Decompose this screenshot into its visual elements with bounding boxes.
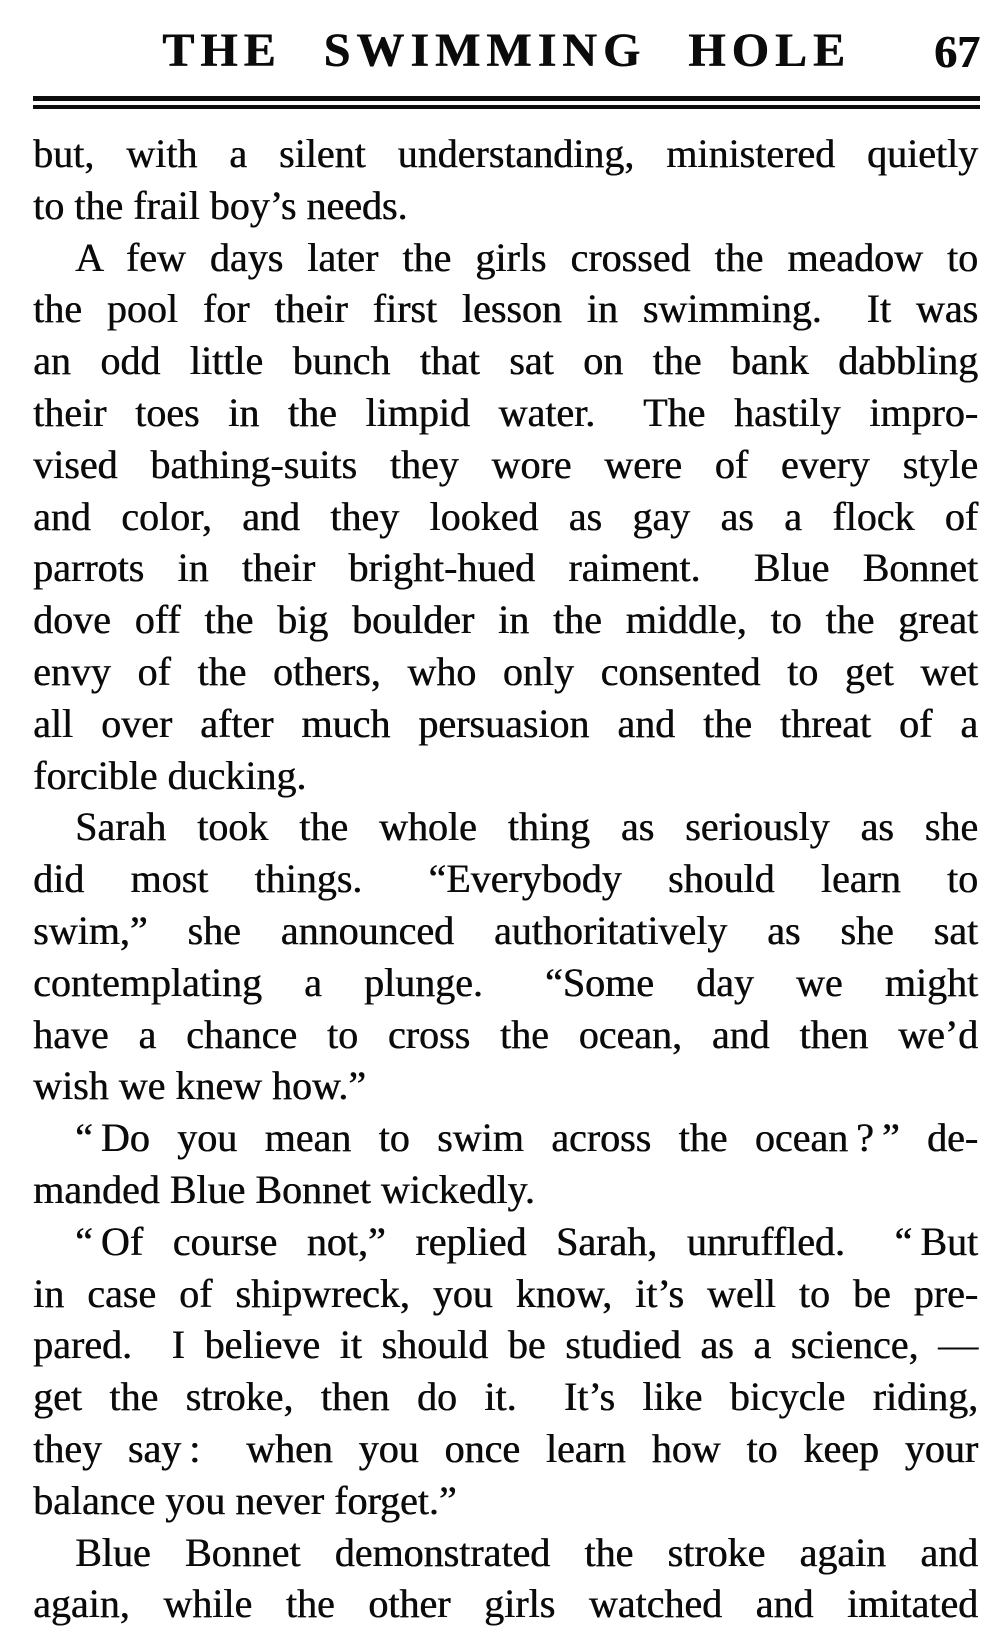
text-line: balance you never forget.” xyxy=(33,1477,457,1523)
text-line: in case of shipwreck, you know, it’s well to be pre- xyxy=(33,1270,978,1316)
page-number: 67 xyxy=(934,26,980,77)
text-line: parrots in their bright-hued raiment. Blue Bonnet xyxy=(33,545,978,591)
text-line: Blue Bonnet demonstrated the stroke again and xyxy=(75,1529,978,1575)
text-line: have a chance to cross the ocean, and then we’d xyxy=(33,1011,978,1057)
text-line: Sarah took the whole thing as seriously as she xyxy=(75,804,978,850)
text-line: envy of the others, who only consented to get wet xyxy=(33,648,978,694)
text-line: pared. I believe it should be studied as a science, — xyxy=(33,1322,978,1368)
text-line: they say : when you once learn how to keep your xyxy=(33,1425,978,1471)
text-line: and color, and they looked as gay as a flock of xyxy=(33,493,978,539)
paragraph xyxy=(33,128,978,232)
text-line: forcible ducking. xyxy=(33,752,307,798)
text-line: contemplating a plunge. “Some day we might xyxy=(33,959,978,1005)
text-line: swim,” she announced authoritatively as she sat xyxy=(33,907,978,953)
paragraph xyxy=(33,1112,978,1216)
page-body xyxy=(33,128,978,1630)
text-line: their toes in the limpid water. The hastily impro- xyxy=(33,389,978,435)
paragraph xyxy=(33,801,978,1112)
text-line: manded Blue Bonnet wickedly. xyxy=(33,1166,535,1212)
text-line: all over after much persuasion and the threat of a xyxy=(33,700,978,746)
page-title: THE SWIMMING HOLE xyxy=(162,24,851,77)
text-line: to the frail boy’s needs. xyxy=(33,182,408,228)
double-rule-top xyxy=(33,96,980,101)
text-line: an odd little bunch that sat on the bank dabbling xyxy=(33,338,978,384)
text-line: again, while the other girls watched and imitated xyxy=(33,1581,978,1627)
paragraph xyxy=(33,1527,978,1631)
text-line: wish we knew how.” xyxy=(33,1063,366,1109)
text-line: get the stroke, then do it. It’s like bicycle riding, xyxy=(33,1374,978,1420)
running-head xyxy=(33,26,980,82)
text-line: vised bathing-suits they wore were of every style xyxy=(33,441,978,487)
text-line: “ Do you mean to swim across the ocean ? ” de- xyxy=(75,1115,978,1161)
double-rule-bottom xyxy=(33,105,980,109)
text-line: did most things. “Everybody should learn to xyxy=(33,856,978,902)
text-line: A few days later the girls crossed the meadow to xyxy=(75,234,978,280)
text-line: “ Of course not,” replied Sarah, unruffled. “ But xyxy=(75,1218,978,1264)
text-line: but, with a silent understanding, ministered quietly xyxy=(33,131,978,176)
text-line: dove off the big boulder in the middle, to the great xyxy=(33,597,978,643)
paragraph xyxy=(33,1216,978,1527)
paragraph xyxy=(33,232,978,802)
text-line: the pool for their first lesson in swimming. It was xyxy=(33,286,978,332)
